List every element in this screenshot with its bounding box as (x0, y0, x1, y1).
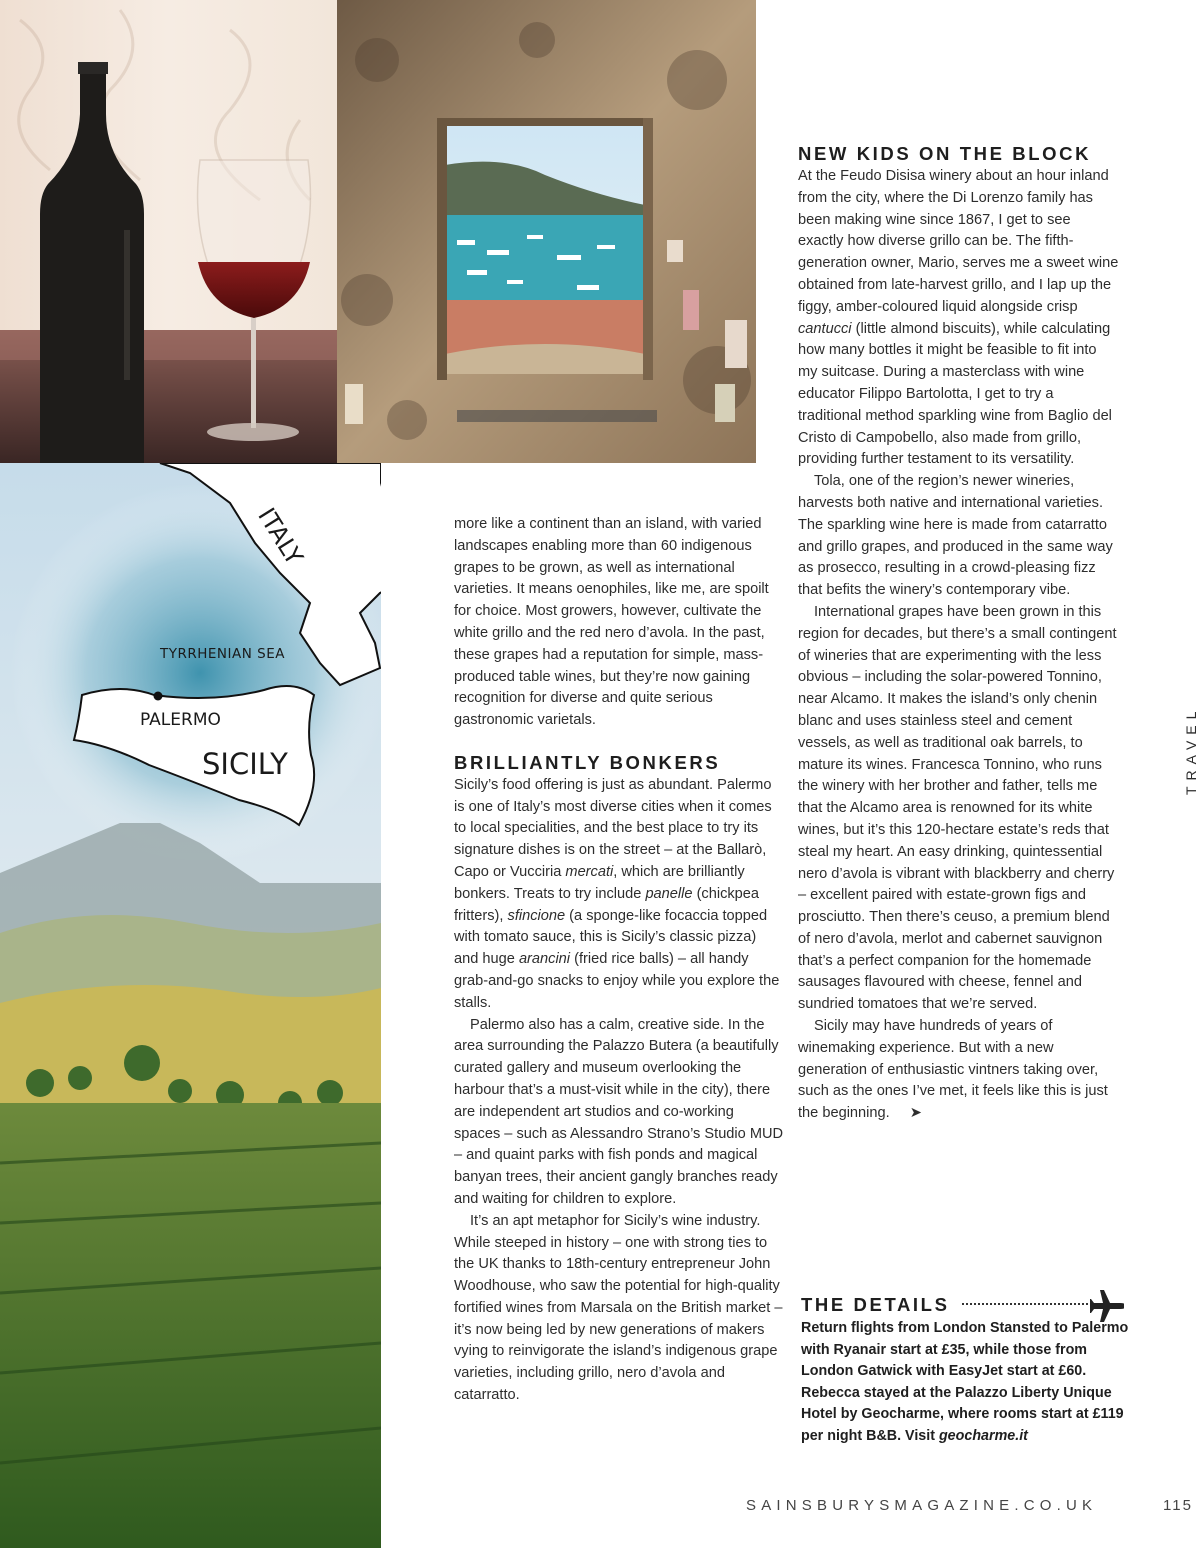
details-link[interactable]: geocharme.it (938, 1427, 1028, 1444)
palermo-label: PALERMO (140, 710, 221, 730)
wine-photo (0, 0, 337, 463)
heading-brilliantly-bonkers: BRILLIANTLY BONKERS (454, 751, 721, 773)
map-vineyard-photo (0, 463, 381, 1548)
section-label-travel: TRAVEL (1183, 705, 1199, 795)
intro-continuation: more like a continent than an island, with varied landscapes enabling more than 60 indigenous grapes to be grown, as well as international varieties. It means oenophiles, like me, are spoilt for choice. Most growers, however, cultivate the white grillo and the red nero d’avola. In the past, these grapes had a reputation for simple, mass-produced table wines, but they’re now gaining recognition for diverse and quite serious gastronomic varietals. (454, 516, 769, 729)
bonkers-paragraph-2: Palermo also has a calm, creative side. In the area surrounding the Palazzo Butera (a beautifully curated gallery and museum overlooking the harbour that’s a must-visit while in the city), there are independent art studios and co-working spaces – such as Alessandro Strano’s Studio MUD – and quaint parks with fish ponds and magical banyan trees, their ancient gangly branches ready and waiting for children to explore. (454, 1016, 784, 1207)
new-kids-paragraph-3: International grapes have been grown in this region for decades, but there’s a small contingent of wineries that are experimenting with the less obvious – including the solar-powered Tonnino, near Alcamo. It makes the island’s only chenin blanc and uses stainless steel and cement vessels, as well as traditional oak barrels, to mature its wines. Francesca Tonnino, who runs the winery with her brother and father, tells me that the Alcamo area is renowned for its white wines, but it’s this 120-hectare estate’s reds that steal my heart. An easy drinking, quintessential nero d’avola is vibrant with blackberry and cherry – excellent paired with estate-grown figs and prosciutto. Then there’s ceuso, a premium blend of nero d’avola, merlot and cabernet sauvignon that’s a perfect companion for the homemade sausages flavoured with cheese, fennel and sundried tomatoes that we’re served. (798, 603, 1117, 1013)
details-heading: THE DETAILS (801, 1294, 950, 1315)
airplane-icon (1090, 1286, 1124, 1326)
sea-label: TYRRHENIAN SEA (160, 646, 285, 662)
new-kids-paragraph-4: Sicily may have hundreds of years of winemaking experience. But with a new generation of enthusiastic vintners taking over, such as the ones I’ve met, it feels like this is just the beginning. ➤ (798, 1016, 1120, 1125)
article-column-middle (454, 514, 784, 1407)
heading-new-kids-on-the-block: NEW KIDS ON THE BLOCK (798, 143, 1092, 164)
italy-label: ITALY (252, 503, 309, 570)
article-column-right (798, 166, 1120, 1125)
dotted-flight-path (962, 1303, 1092, 1305)
harbour-window-photo (337, 0, 756, 463)
bonkers-paragraph-3: It’s an apt metaphor for Sicily’s wine industry. While steeped in history – one with strong ties to the UK thanks to 18th-century entrepreneur John Woodhouse, who saw the potential for high-quality fortified wines from Marsala on the British market – it’s now being led by new generations of makers vying to reinvigorate the island’s indigenous grape varieties, including grillo, nero d’avola and catarratto. (454, 1212, 783, 1404)
details-box (801, 1294, 1131, 1448)
palermo-dot (154, 692, 163, 701)
sicily-label: SICILY (202, 747, 288, 781)
end-arrow-icon: ➤ (909, 1105, 922, 1122)
new-kids-paragraph-1: At the Feudo Disisa winery about an hour inland from the city, where the Di Lorenzo family has been making wine since 1867, I get to see exactly how diverse grillo can be. The fifth-generation owner, Mario, serves me a sweet wine obtained from late-harvest grillo, and I lap up the figgy, amber-coloured liquid alongside crisp cantucci (little almond biscuits), while calculating how many bottles it might be feasible to fit into my suitcase. During a masterclass with wine educator Filippo Bartolotta, I get to try a traditional method sparkling wine from Baglio del Cristo di Campobello, also made from grillo, providing further testament to its versatility. (798, 168, 1119, 468)
page-number: 115 (1163, 1497, 1193, 1514)
footer-site: SAINSBURYSMAGAZINE.CO.UK (746, 1497, 1098, 1514)
bonkers-paragraph-1: Sicily’s food offering is just as abundant. Palermo is one of Italy’s most diverse cities when it comes to local specialities, and the best place to try its signature dishes is on the street – at the Ballarò, Capo or Vucciria mercati, which are brilliantly bonkers. Treats to try include panelle (chickpea fritters), sfincione (a sponge-like focaccia topped with tomato sauce, this is Sicily’s classic pizza) and huge arancini (fried rice balls) – all handy grab-and-go snacks to enjoy while you explore the stalls. (454, 776, 780, 1011)
details-body: Return flights from London Stansted to Palermo with Ryanair start at £35, while those from London Gatwick with EasyJet start at £60. Rebecca stayed at the Palazzo Liberty Unique Hotel by Geocharme, where rooms start at £119 per night B&B. Visit geocharme.it (801, 1320, 1129, 1444)
new-kids-paragraph-2: Tola, one of the region’s newer wineries, harvests both native and international varieties. The sparkling wine here is made from catarratto and grillo grapes, and produced in the same way as prosecco, resulting in a crowd-pleasing fizz that befits the winery’s contemporary vibe. (798, 473, 1113, 599)
